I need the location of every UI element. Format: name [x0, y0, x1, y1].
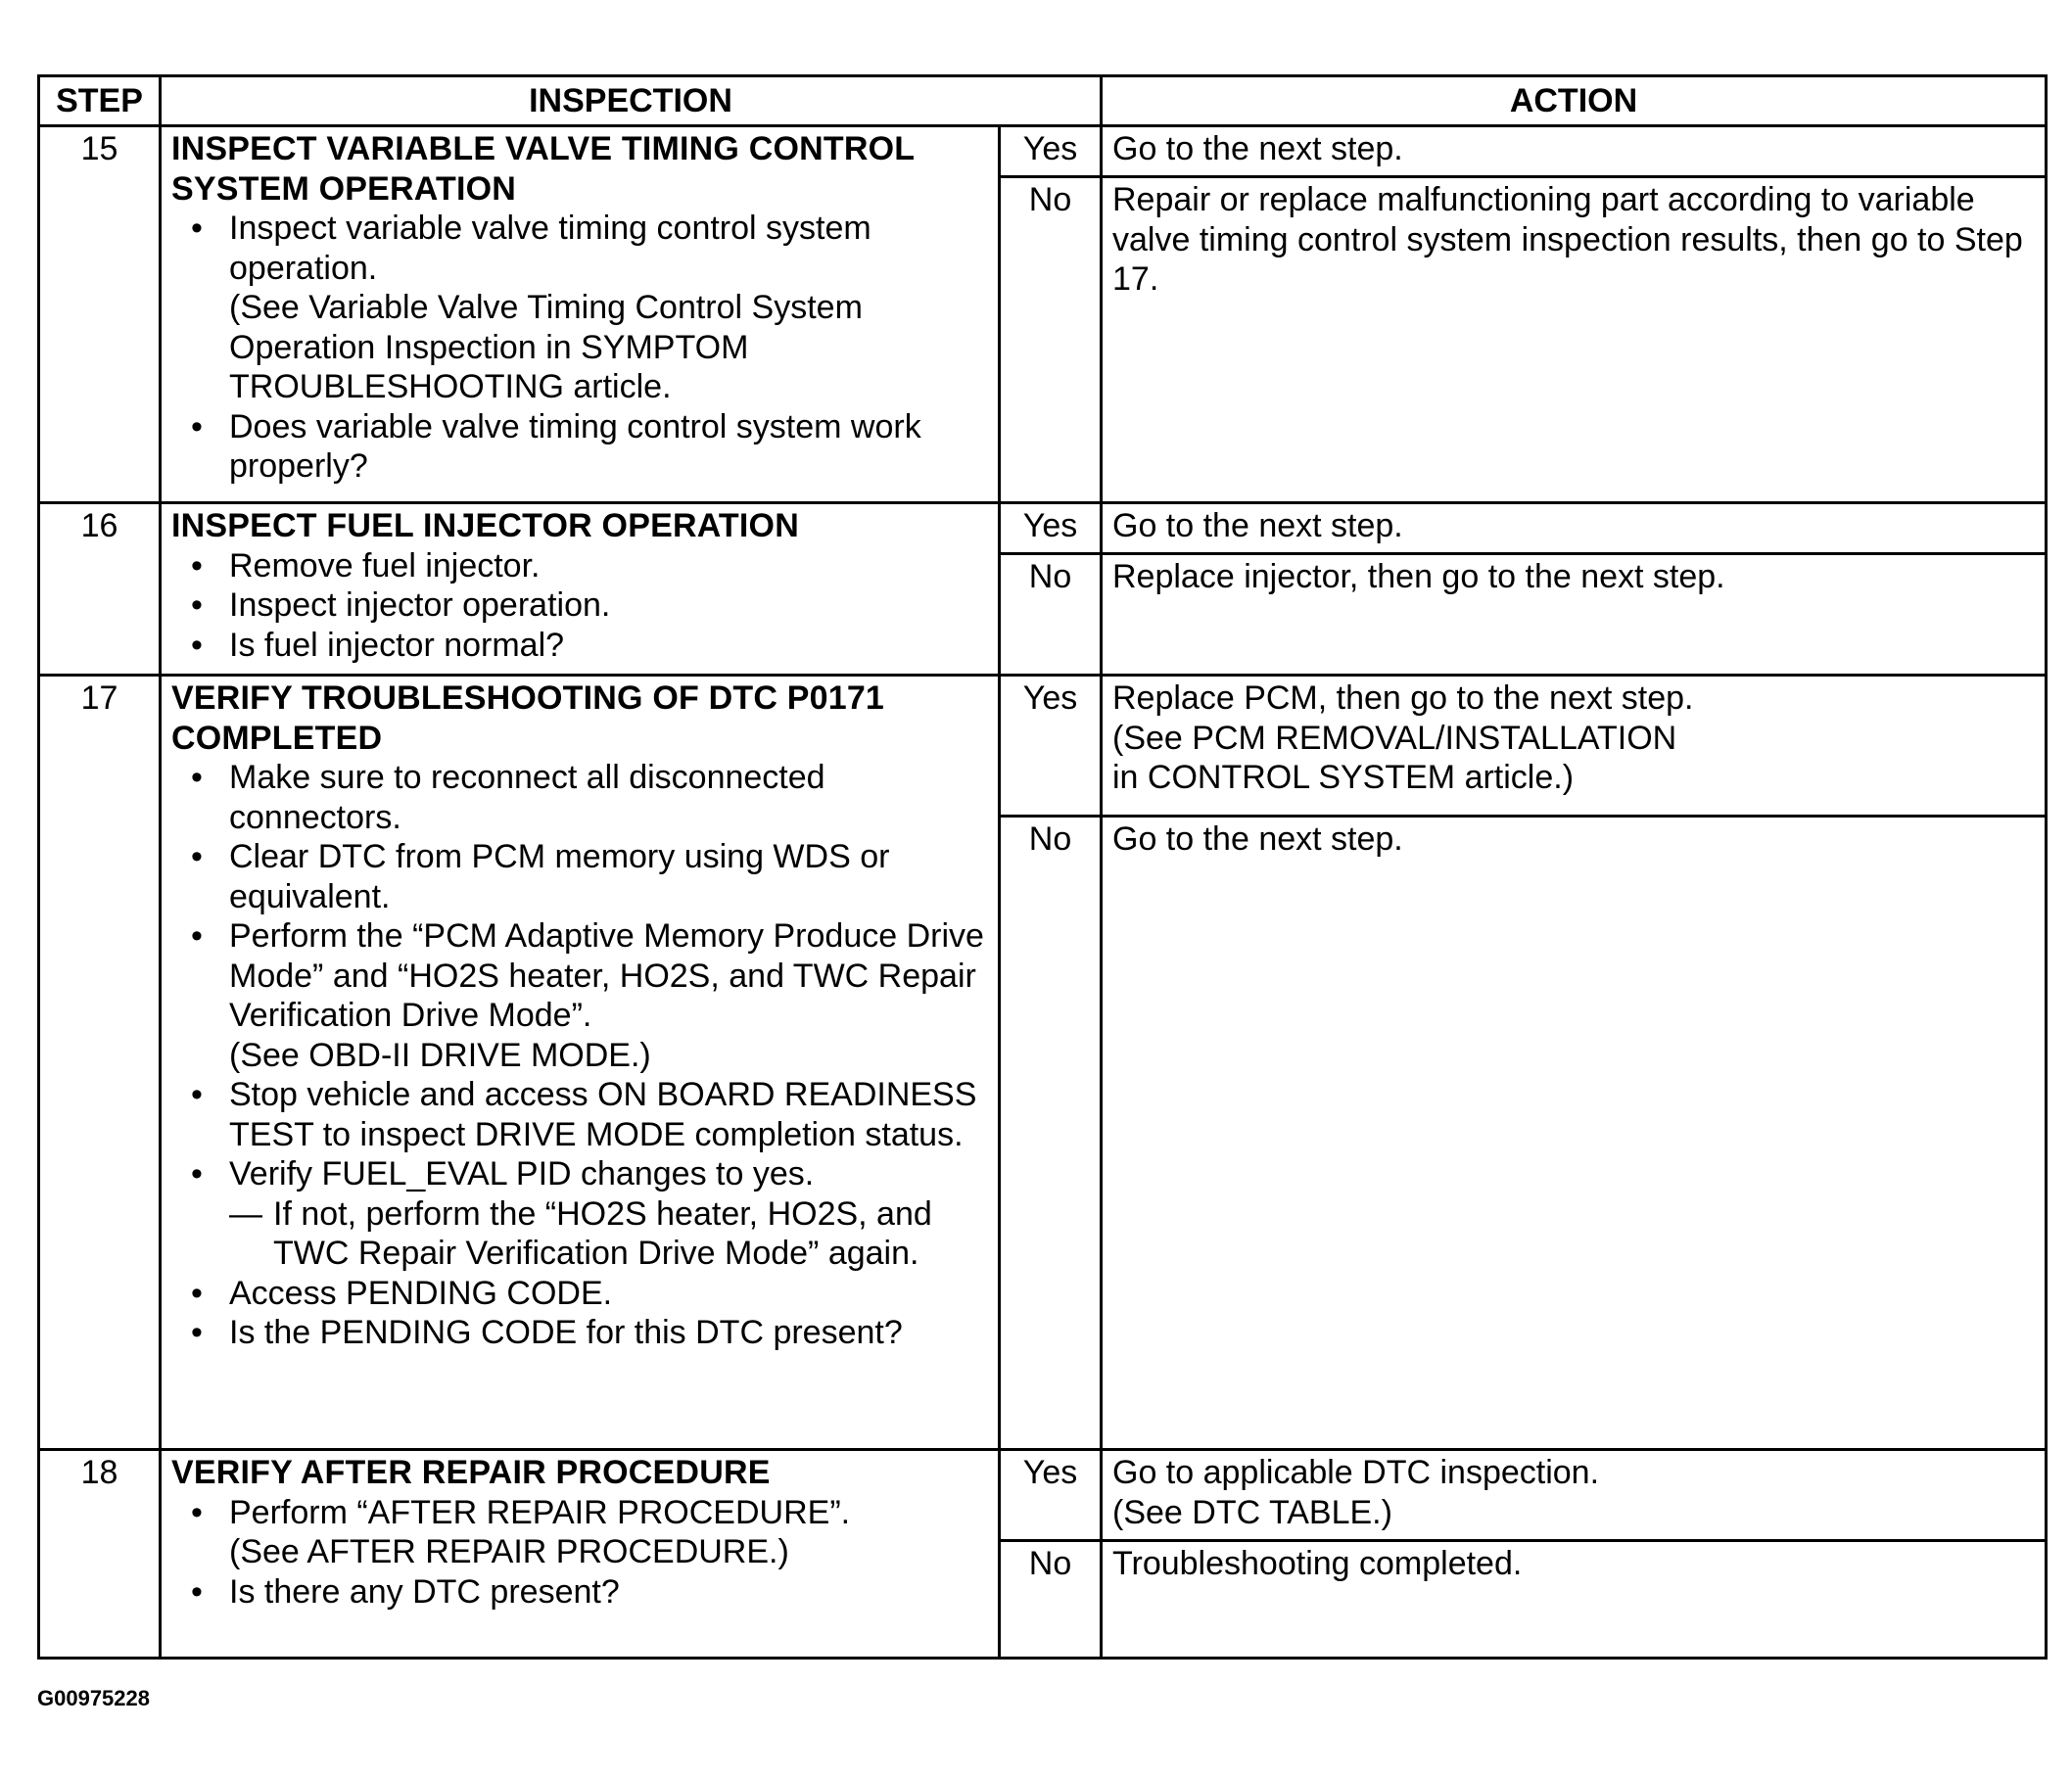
- yes-action: Go to the next step.: [1102, 126, 2047, 177]
- yes-label: Yes: [1000, 503, 1102, 554]
- figure-id: G00975228: [37, 1686, 150, 1710]
- bullet-text: Perform “AFTER REPAIR PROCEDURE”.: [229, 1493, 851, 1531]
- bullet-text: Inspect variable valve timing control system operation.: [229, 210, 871, 287]
- no-action: Go to the next step.: [1102, 817, 2047, 1450]
- step-16-yes-row: [39, 503, 2047, 554]
- header-step: STEP: [39, 76, 161, 126]
- no-label: No: [1000, 554, 1102, 676]
- yes-note: (See DTC TABLE.): [1112, 1493, 1392, 1531]
- no-action: Repair or replace malfunctioning part according to variable valve timing control system inspection results, then go to Step 17.: [1102, 177, 2047, 503]
- inspection-cell: [161, 126, 1000, 503]
- troubleshooting-table: [37, 74, 2048, 1660]
- yes-action-cell: [1102, 1450, 2047, 1541]
- yes-action: Go to applicable DTC inspection.: [1112, 1454, 1600, 1491]
- inspection-bullet: [171, 209, 988, 407]
- inspection-bullet: • Is there any DTC present?: [171, 1572, 988, 1613]
- step-17-yes-row: [39, 676, 2047, 817]
- yes-action: Replace PCM, then go to the next step.: [1112, 679, 1694, 717]
- header-inspection: INSPECTION: [161, 76, 1102, 126]
- dash-marker: —: [229, 1194, 262, 1233]
- inspection-bullet: • Stop vehicle and access ON BOARD READINESS TEST to inspect DRIVE MODE completion status.: [171, 1075, 988, 1154]
- inspection-bullet: [171, 916, 988, 1075]
- inspection-bullet: • Make sure to reconnect all disconnected connectors.: [171, 758, 988, 837]
- inspection-bullet: • Access PENDING CODE.: [171, 1274, 988, 1314]
- no-action: Replace injector, then go to the next step.: [1102, 554, 2047, 676]
- inspection-list: [171, 1493, 988, 1613]
- inspection-bullet: [171, 1493, 988, 1572]
- sub-note: [229, 1194, 988, 1274]
- inspection-cell: [161, 503, 1000, 676]
- inspection-bullet: • Inspect injector operation.: [171, 585, 988, 626]
- reference-note: (See AFTER REPAIR PROCEDURE.): [229, 1533, 789, 1570]
- inspection-list: [171, 758, 988, 1353]
- step-number: 17: [39, 676, 161, 1450]
- yes-action-cell: [1102, 676, 2047, 817]
- inspection-cell: [161, 676, 1000, 1450]
- yes-note-line-1: (See PCM REMOVAL/INSTALLATION: [1112, 719, 1677, 757]
- step-number: 15: [39, 126, 161, 503]
- inspection-list: [171, 546, 988, 666]
- yes-action: Go to the next step.: [1102, 503, 2047, 554]
- no-label: No: [1000, 1541, 1102, 1659]
- no-label: No: [1000, 817, 1102, 1450]
- inspection-bullet: • Remove fuel injector.: [171, 546, 988, 586]
- inspection-cell: [161, 1450, 1000, 1659]
- inspection-bullet: • Does variable valve timing control system work properly?: [171, 407, 988, 487]
- inspection-title: VERIFY AFTER REPAIR PROCEDURE: [171, 1454, 771, 1491]
- no-action: Troubleshooting completed.: [1102, 1541, 2047, 1659]
- inspection-list: [171, 209, 988, 487]
- inspection-title: INSPECT FUEL INJECTOR OPERATION: [171, 507, 799, 544]
- bullet-text: Verify FUEL_EVAL PID changes to yes.: [229, 1155, 815, 1192]
- inspection-bullet: • Is the PENDING CODE for this DTC present?: [171, 1313, 988, 1353]
- reference-note: (See Variable Valve Timing Control System Operation Inspection in SYMPTOM TROUBLESHOOTING article.: [229, 289, 863, 405]
- bullet-text: Perform the “PCM Adaptive Memory Produce Drive Mode” and “HO2S heater, HO2S, and TWC Repair Verification Drive Mode”.: [229, 917, 984, 1034]
- step-number: 16: [39, 503, 161, 676]
- step-number: 18: [39, 1450, 161, 1659]
- step-18-yes-row: [39, 1450, 2047, 1541]
- inspection-title: VERIFY TROUBLESHOOTING OF DTC P0171 COMPLETED: [171, 679, 885, 757]
- inspection-bullet: [171, 1154, 988, 1274]
- yes-note-line-2: in CONTROL SYSTEM article.): [1112, 759, 1575, 796]
- inspection-title: INSPECT VARIABLE VALVE TIMING CONTROL SYSTEM OPERATION: [171, 130, 915, 208]
- header-row: [39, 76, 2047, 126]
- yes-label: Yes: [1000, 676, 1102, 817]
- inspection-bullet: • Is fuel injector normal?: [171, 626, 988, 666]
- sub-note-text: If not, perform the “HO2S heater, HO2S, and TWC Repair Verification Drive Mode” again.: [273, 1194, 932, 1272]
- reference-note: (See OBD-II DRIVE MODE.): [229, 1036, 651, 1074]
- yes-label: Yes: [1000, 126, 1102, 177]
- yes-label: Yes: [1000, 1450, 1102, 1541]
- step-15-yes-row: [39, 126, 2047, 177]
- inspection-bullet: • Clear DTC from PCM memory using WDS or equivalent.: [171, 837, 988, 916]
- no-label: No: [1000, 177, 1102, 503]
- header-action: ACTION: [1102, 76, 2047, 126]
